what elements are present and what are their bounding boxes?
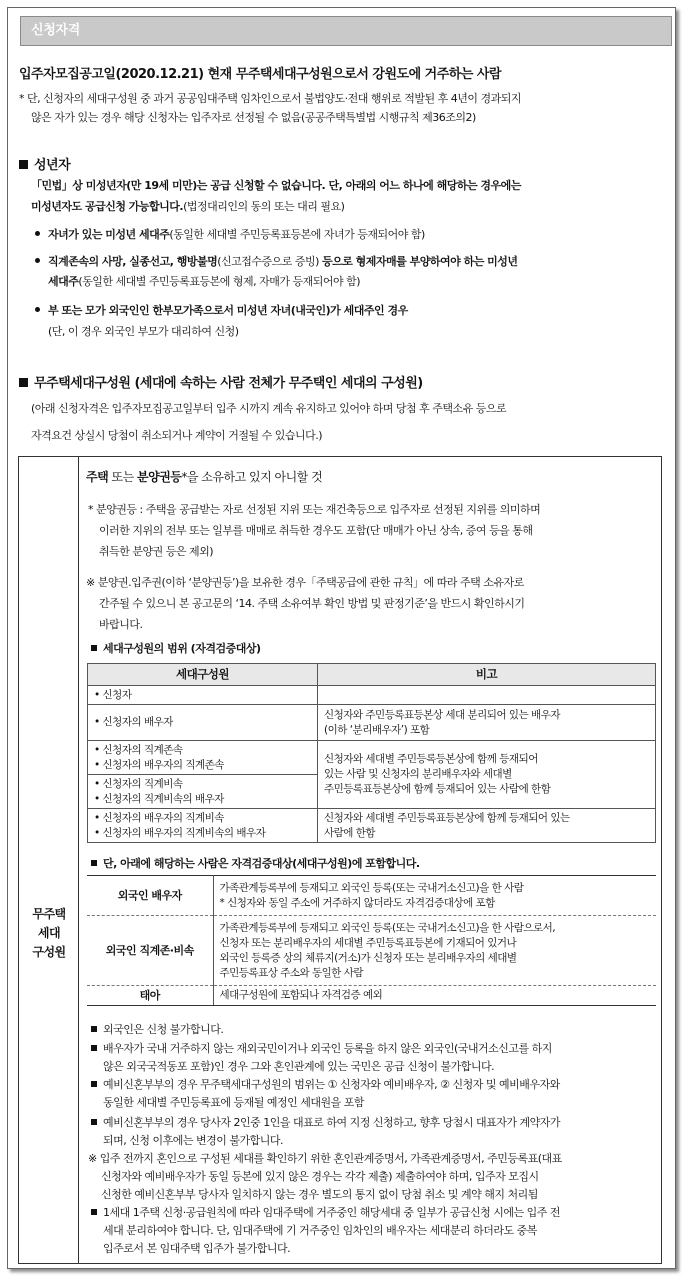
intro-note-line1: * 단, 신청자의 세대구성원 중 과거 공공임대주택 임차인으로서 불법양도·전대 행위로 적발된 후 4년이 경과되지: [19, 92, 521, 105]
footnote-1-line2: 이러한 지위의 전부 또는 일부를 매매로 취득한 경우도 포함(단 매매가 아닌 상속, 증여 등을 통해: [99, 524, 533, 537]
square-bullet-icon: [19, 160, 28, 169]
table-cell: • 신청자: [88, 686, 318, 705]
note-4-line2: 되며, 신청 이후에는 변경이 불가합니다.: [103, 1134, 283, 1147]
bullet-dot-icon: [35, 231, 40, 236]
square-bullet-icon: [91, 1026, 97, 1032]
household-scope-table: [87, 663, 656, 843]
adult-bullet-2-line2: 세대주(동일한 세대별 주민등록표등본에 형제, 자매가 등재되어야 함): [48, 275, 361, 288]
table-cell: • 신청자의 직계비속 • 신청자의 직계비속의 배우자: [88, 775, 318, 809]
footnote-1-line1: * 분양권등 : 주택을 공급받는 자로 선정된 지위 또는 재건축등으로 입주자로 선정된 지위를 의미하며: [88, 503, 541, 516]
table-cell: • 신청자의 배우자: [88, 705, 318, 741]
table-cell: 신청자와 세대별 주민등록표등본상에 함께 등재되어 있는 사람에 한함: [318, 809, 656, 843]
note-4-line1: 예비신혼부부의 경우 당사자 2인중 1인을 대표로 하여 지정 신청하고, 향후 당첨시 대표자가 계약자가: [91, 1114, 560, 1130]
criteria-left-label: 무주택 세대 구성원: [32, 907, 66, 959]
table-cell: • 신청자의 배우자의 직계비속 • 신청자의 배우자의 직계비속의 배우자: [88, 809, 318, 843]
adult-bullet-1: 자녀가 있는 미성년 세대주(동일한 세대별 주민등록표등본에 자녀가 등재되어야 함): [35, 226, 425, 242]
adult-para-line2: 미성년자도 공급신청 가능합니다.(법정대리인의 동의 또는 대리 필요): [31, 200, 345, 213]
scope-heading: 세대구성원의 범위 (자격검증대상): [91, 640, 260, 656]
table-row: [87, 986, 656, 1006]
square-bullet-icon: [91, 1045, 97, 1051]
square-bullet-icon: [19, 378, 28, 387]
criteria-left-column: [19, 457, 79, 1263]
square-bullet-icon: [91, 860, 97, 866]
table-cell: 가족관계등록부에 등재되고 외국인 등록(또는 국내거소신고)을 한 사람 * 신청자와 동일 주소에 거주하지 않더라도 자격검증대상에 포함: [213, 876, 656, 916]
table-cell: • 신청자의 직계존속 • 신청자의 배우자의 직계존속: [88, 741, 318, 775]
bullet-dot-icon: [35, 258, 40, 263]
square-bullet-icon: [91, 1119, 97, 1125]
household-para-line1: (아래 신청자격은 입주자모집공고일부터 입주 시까지 계속 유지하고 있어야 하며 당첨 후 주택소유 등으로: [31, 402, 507, 415]
include-heading: 단, 아래에 해당하는 사람은 자격검증대상(세대구성원)에 포함합니다.: [91, 855, 420, 871]
note-5-line2: 신청자와 예비배우자가 동일 등본에 있지 않은 경우는 각각 제출) 제출하여야 하며, 입주자 모집시: [101, 1170, 539, 1183]
table-row: [88, 741, 656, 775]
note-6-line1: 1세대 1주택 신청·공급원칙에 따라 임대주택에 거주중인 해당세대 중 일부가 공급신청 시에는 입주 전: [91, 1204, 560, 1220]
household-heading: 무주택세대구성원 (세대에 속하는 사람 전체가 무주택인 세대의 구성원): [19, 372, 423, 391]
intro-note-line2: 않은 자가 있는 경우 해당 신청자는 입주자로 선정될 수 없음(공공주택특별법 시행규칙 제36조의2): [31, 111, 476, 124]
footnote-2-line1: ※ 분양권.입주권(이하 ‘분양권등’)을 보유한 경우「주택공급에 관한 규칙」에 따라 주택 소유자로: [86, 576, 524, 589]
household-para-line2: 자격요건 상실시 당첨이 취소되거나 계약이 거절될 수 있습니다.): [31, 429, 323, 442]
note-5-line1: ※ 입주 전까지 혼인으로 구성된 세대를 확인하기 위한 혼인관계증명서, 가족관계증명서, 주민등록표(대표: [88, 1152, 562, 1165]
table-row: [87, 876, 656, 916]
table-row: [88, 686, 656, 705]
table-row-head: 외국인 배우자: [87, 876, 213, 916]
note-1: 외국인은 신청 불가합니다.: [91, 1021, 223, 1037]
footnote-2-line2: 간주될 수 있으니 본 공고문의 ‘14. 주택 소유여부 확인 방법 및 판정기준’을 반드시 확인하시기: [99, 597, 525, 610]
criteria-main-line: 주택 또는 분양권등*을 소유하고 있지 아니할 것: [86, 470, 323, 484]
table-cell: 신청자와 세대별 주민등록등본상에 함께 등재되어 있는 사람 및 신청자의 분리배우자와 세대별 주민등록표등본상에 함께 등재되어 있는 사람에 한함: [318, 741, 656, 809]
table-row: [87, 916, 656, 986]
adult-bullet-2: 직계존속의 사망, 실종선고, 행방불명(신고접수증으로 증빙) 등으로 형제자매를 부양하여야 하는 미성년: [35, 253, 518, 269]
square-bullet-icon: [91, 645, 97, 651]
adult-bullet-3: 부 또는 모가 외국인인 한부모가족으로서 미성년 자녀(내국인)가 세대주인 경우: [35, 302, 408, 318]
table-header-cell: 비고: [318, 664, 656, 686]
section-title: 신청자격: [20, 16, 672, 46]
note-2-line1: 배우자가 국내 거주하지 않는 재외국민이거나 외국인 등록을 하지 않은 외국인(국내거소신고를 하지: [91, 1040, 552, 1056]
footnote-2-line3: 바랍니다.: [99, 618, 143, 631]
table-cell: [318, 686, 656, 705]
table-row-head: 태아: [87, 986, 213, 1006]
bullet-dot-icon: [35, 307, 40, 312]
table-row-head: 외국인 직계존·비속: [87, 916, 213, 986]
square-bullet-icon: [91, 1081, 97, 1087]
note-3-line2: 동일한 세대별 주민등록표에 등재될 예정인 세대원을 포함: [103, 1096, 365, 1109]
adult-para-line1: 「민법」상 미성년자(만 19세 미만)는 공급 신청할 수 없습니다. 단, 아래의 어느 하나에 해당하는 경우에는: [31, 179, 521, 192]
table-header-cell: 세대구성원: [88, 664, 318, 686]
table-header-row: [88, 664, 656, 686]
footnote-1-line3: 취득한 분양권 등은 제외): [99, 545, 214, 558]
included-members-table: [87, 875, 656, 1006]
note-2-line2: 않은 외국국적동포 포함)인 경우 그와 혼인관계에 있는 국민은 공급 신청이 불가합니다.: [103, 1060, 495, 1073]
note-5-line3: 신청한 예비신혼부부 당사자 일치하지 않는 경우 별도의 통지 없이 당첨 취소 및 계약 해지 처리됨: [101, 1188, 538, 1201]
adult-bullet-3-sub: (단, 이 경우 외국인 부모가 대리하여 신청): [48, 325, 239, 338]
table-cell: 가족관계등록부에 등재되고 외국인 등록(또는 국내거소신고)을 한 사람으로서, 신청자 또는 분리배우자의 세대별 주민등록표등본에 기재되어 있거나 외국인 등록증 상의 체류지(거소)가 신청자 또는 분리배우자의 세대별 주민등록표상 주소와 동일한 사람: [213, 916, 656, 986]
note-6-line3: 입주로서 본 임대주택 입주가 불가합니다.: [103, 1242, 291, 1255]
square-bullet-icon: [91, 1209, 97, 1215]
adult-heading: 성년자: [19, 154, 70, 173]
table-row: [88, 705, 656, 741]
table-cell: 신청자와 주민등록표등본상 세대 분리되어 있는 배우자 (이하 ‘분리배우자’) 포함: [318, 705, 656, 741]
table-cell: 세대구성원에 포함되나 자격검증 예외: [213, 986, 656, 1006]
intro-headline: 입주자모집공고일(2020.12.21) 현재 무주택세대구성원으로서 강원도에 거주하는 사람: [19, 67, 502, 82]
table-row: [88, 809, 656, 843]
note-3-line1: 예비신혼부부의 경우 무주택세대구성원의 범위는 ① 신청자와 예비배우자, ② 신청자 및 예비배우자와: [91, 1076, 560, 1092]
note-6-line2: 세대 분리하여야 합니다. 단, 임대주택에 기 거주중인 임차인의 배우자는 세대분리 하더라도 중복: [103, 1224, 537, 1237]
